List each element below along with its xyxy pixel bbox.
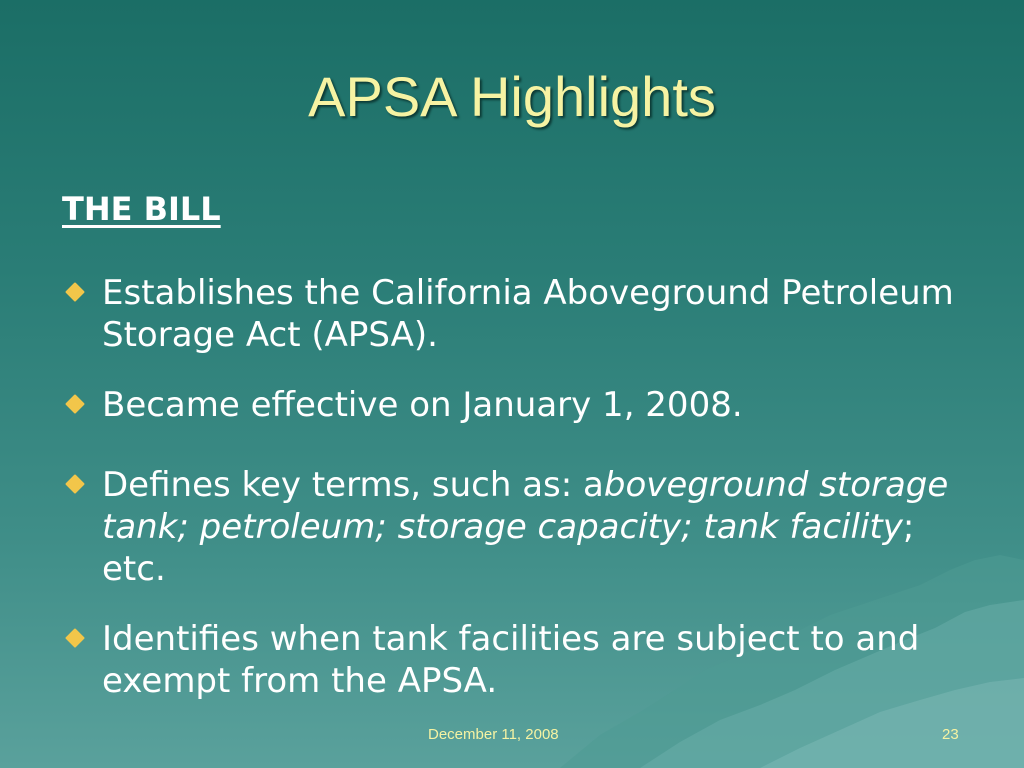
bullet-text: Establishes the California Aboveground Petroleum Storage Act (APSA). [102, 273, 954, 355]
bullet-text-italic-terms: boveground storage tank; petroleum; storage capacity; tank facility [102, 465, 949, 547]
bullet-item [62, 384, 962, 426]
footer-date: December 11, 2008 [428, 726, 559, 743]
diamond-bullet-icon [65, 628, 85, 648]
diamond-bullet-icon [65, 282, 85, 302]
bullet-text-prefix: Defines key terms, such as: a [102, 465, 604, 505]
bullet-text: Identifies when tank facilities are subject to and exempt from the APSA. [102, 619, 920, 701]
bullet-item [62, 272, 962, 356]
bullet-item [62, 618, 962, 702]
slide-number: 23 [942, 726, 959, 743]
bullet-text-suffix: ; etc. [102, 507, 915, 589]
slide-title: APSA Highlights [308, 65, 716, 128]
bullet-list [62, 272, 962, 730]
diamond-bullet-icon [65, 394, 85, 414]
diamond-bullet-icon [65, 474, 85, 494]
bullet-item [62, 464, 962, 590]
bullet-text: Became effective on January 1, 2008. [102, 385, 743, 425]
section-heading: THE BILL [62, 190, 221, 228]
